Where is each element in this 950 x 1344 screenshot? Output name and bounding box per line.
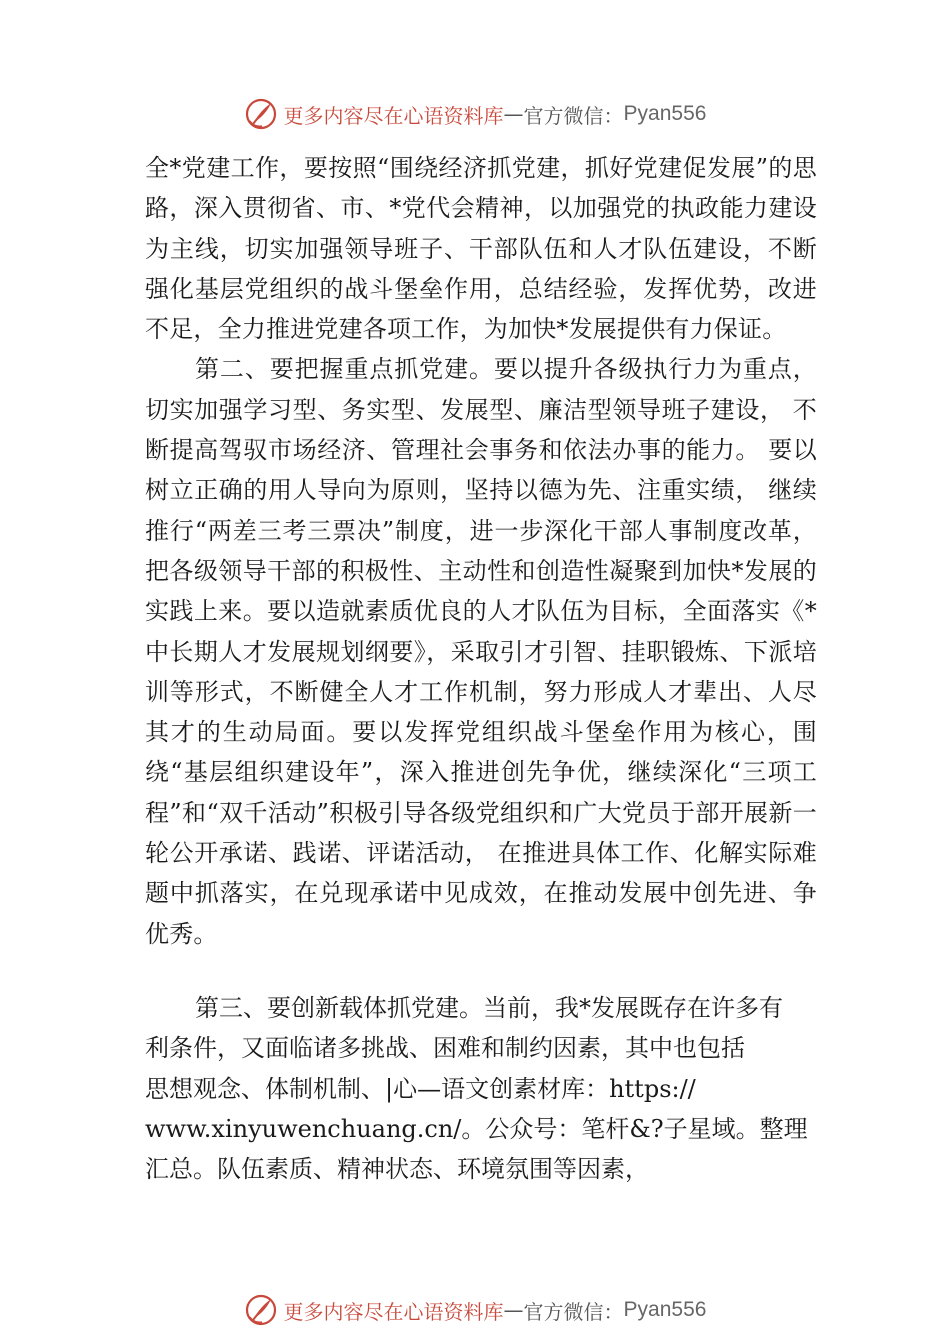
wechat-id: Pyan556 <box>623 102 707 125</box>
footer-banner <box>0 1288 950 1332</box>
banner-dash: — <box>503 102 524 126</box>
wechat-id: Pyan556 <box>623 1298 707 1321</box>
paragraph-3-line: 汇总。队伍素质、精神状态、环境氛围等因素， <box>145 1155 649 1184</box>
paragraph-3-line: www.xinyuwenchuang.cn/。公众号：笔杆&?子星域。整理 <box>145 1114 808 1143</box>
official-wechat-label: 官方微信： <box>523 103 624 128</box>
quill-pen-circle-icon <box>244 97 278 131</box>
paragraph-3 <box>145 988 817 1189</box>
paragraph-3-line: 思想观念、体制机制、|心—语文创素材库：https:// <box>145 1074 696 1103</box>
official-wechat-label: 官方微信： <box>523 1299 624 1324</box>
paragraph-2: 第二、要把握重点抓党建。要以提升各级执行力为重点，切实加强学习型、务实型、发展型、廉洁型领导班子建设， 不断提高驾驭市场经济、管理社会事务和依法办事的能力。 要以树立正确的用人导向为原则，坚持以德为先、注重实绩， 继续推行“两差三考三票决”制度，进一步深化干部人事制度改革，把各级领导干部的积极性、主动性和创造性凝聚到加快*发展的实践上来。要以造就素质优良的人才队伍为目标，全面落实《*中长期人才发展规划纲要》，采取引才引智、挂职锻炼、下派培训等形式，不断健全人才工作机制，努力形成人才辈出、人尽其才的生动局面。要以发挥党组织战斗堡垒作用为核心，围绕“基层组织建设年”，深入推进创先争优，继续深化“三项工程”和“双千活动”积极引导各级党组织和广大党员于部开展新一轮公开承诺、践诺、评诺活动， 在推进具体工作、化解实际难题中抓落实，在兑现承诺中见成效，在推动发展中创先进、争优秀。 <box>145 355 817 948</box>
header-banner <box>0 92 950 136</box>
brand-text: 更多内容尽在心语资料库 <box>283 103 504 128</box>
paragraph-3-line: 利条件，又面临诸多挑战、困难和制约因素，其中也包括 <box>145 1034 745 1063</box>
document-body <box>145 148 817 954</box>
banner-dash: — <box>503 1298 524 1322</box>
quill-pen-circle-icon <box>244 1293 278 1327</box>
brand-text: 更多内容尽在心语资料库 <box>283 1299 504 1324</box>
paragraph-3-line: 第三、要创新载体抓党建。当前，我*发展既存在许多有 <box>195 994 783 1022</box>
paragraph-1: 全*党建工作，要按照“围绕经济抓党建，抓好党建促发展”的思路，深入贯彻省、市、*党代会精神，以加强党的执政能力建设为主线，切实加强领导班子、干部队伍和人才队伍建设，不断强化基层党组织的战斗堡垒作用，总结经验，发挥优势，改进不足，全力推进党建各项工作，为加快*发展提供有力保证。 <box>145 154 817 344</box>
